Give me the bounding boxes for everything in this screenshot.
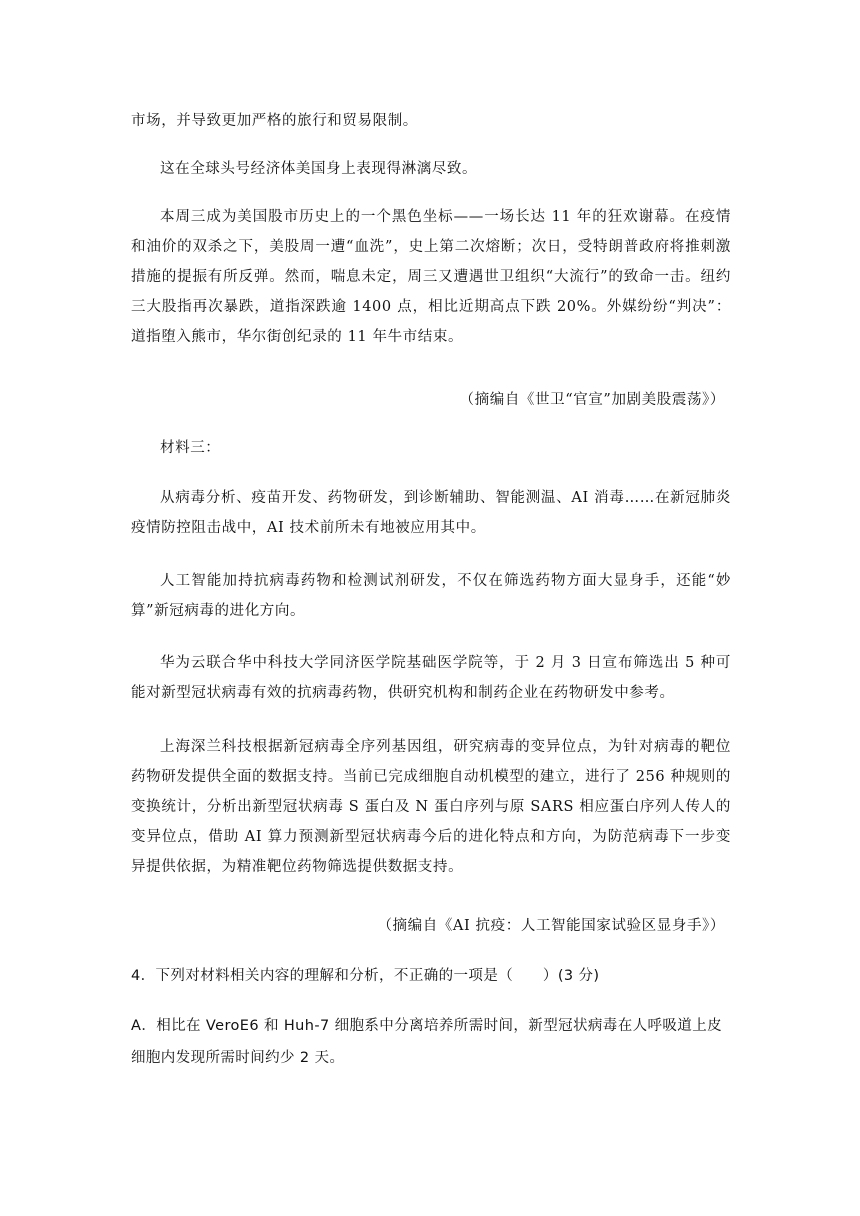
paragraph-continuation: 市场，并导致更加严格的旅行和贸易限制。 — [131, 113, 418, 129]
paragraph-huawei-cloud: 华为云联合华中科技大学同济医学院基础医学院等，于 2 月 3 日宣布筛选出 5 种可能对新型冠状病毒有效的抗病毒药物，供研究机构和制药企业在药物研发中参考。 — [131, 655, 731, 701]
paragraph-stock-market: 本周三成为美国股市历史上的一个黑色坐标——一场长达 11 年的狂欢谢幕。在疫情和油价的双杀之下，美股周一遭“血洗”，史上第二次熔断；次日，受特朗普政府将推刺激措施的提振有所反弹。然而，喘息未定，周三又遭遇世卫组织“大流行”的致命一击。纽约三大股指再次暴跌，道指深跌逾 1400 点，相比近期高点下跌 20%。外媒纷纷“判决”：道指堕入熊市，华尔街创纪录的 11 年牛市结束。 — [131, 209, 731, 345]
paragraph-ai-drug-research: 人工智能加持抗病毒药物和检测试剂研发，不仅在筛选药物方面大显身手，还能“妙算”新冠病毒的进化方向。 — [131, 573, 731, 619]
paragraph-ai-applications: 从病毒分析、疫苗开发、药物研发，到诊断辅助、智能测温、AI 消毒……在新冠肺炎疫情防控阻击战中，AI 技术前所未有地被应用其中。 — [131, 490, 731, 536]
paragraph-us-economy: 这在全球头号经济体美国身上表现得淋漓尽致。 — [160, 161, 478, 177]
source-citation-2: （摘编自《AI 抗疫：人工智能国家试验区显身手》） — [377, 918, 725, 934]
material-three-heading: 材料三： — [160, 440, 221, 456]
question-stem: 4．下列对材料相关内容的理解和分析，不正确的一项是（ ）(3 分) — [131, 968, 600, 984]
source-citation-1: （摘编自《世卫“官宣”加剧美股震荡》） — [459, 392, 725, 408]
question-option-a: A．相比在 VeroE6 和 Huh-7 细胞系中分离培养所需时间，新型冠状病毒在人呼吸道上皮细胞内发现所需时间约少 2 天。 — [131, 1018, 723, 1066]
paragraph-shanghai-deeplan: 上海深兰科技根据新冠病毒全序列基因组，研究病毒的变异位点，为针对病毒的靶位药物研发提供全面的数据支持。当前已完成细胞自动机模型的建立，进行了 256 种规则的变换统计，分析出新型冠状病毒 S 蛋白及 N 蛋白序列与原 SARS 相应蛋白序列人传人的变异位点，借助 AI 算力预测新型冠状病毒今后的进化特点和方向，为防范病毒下一步变异提供依据，为精准靶位药物筛选提供数据支持。 — [131, 739, 731, 875]
